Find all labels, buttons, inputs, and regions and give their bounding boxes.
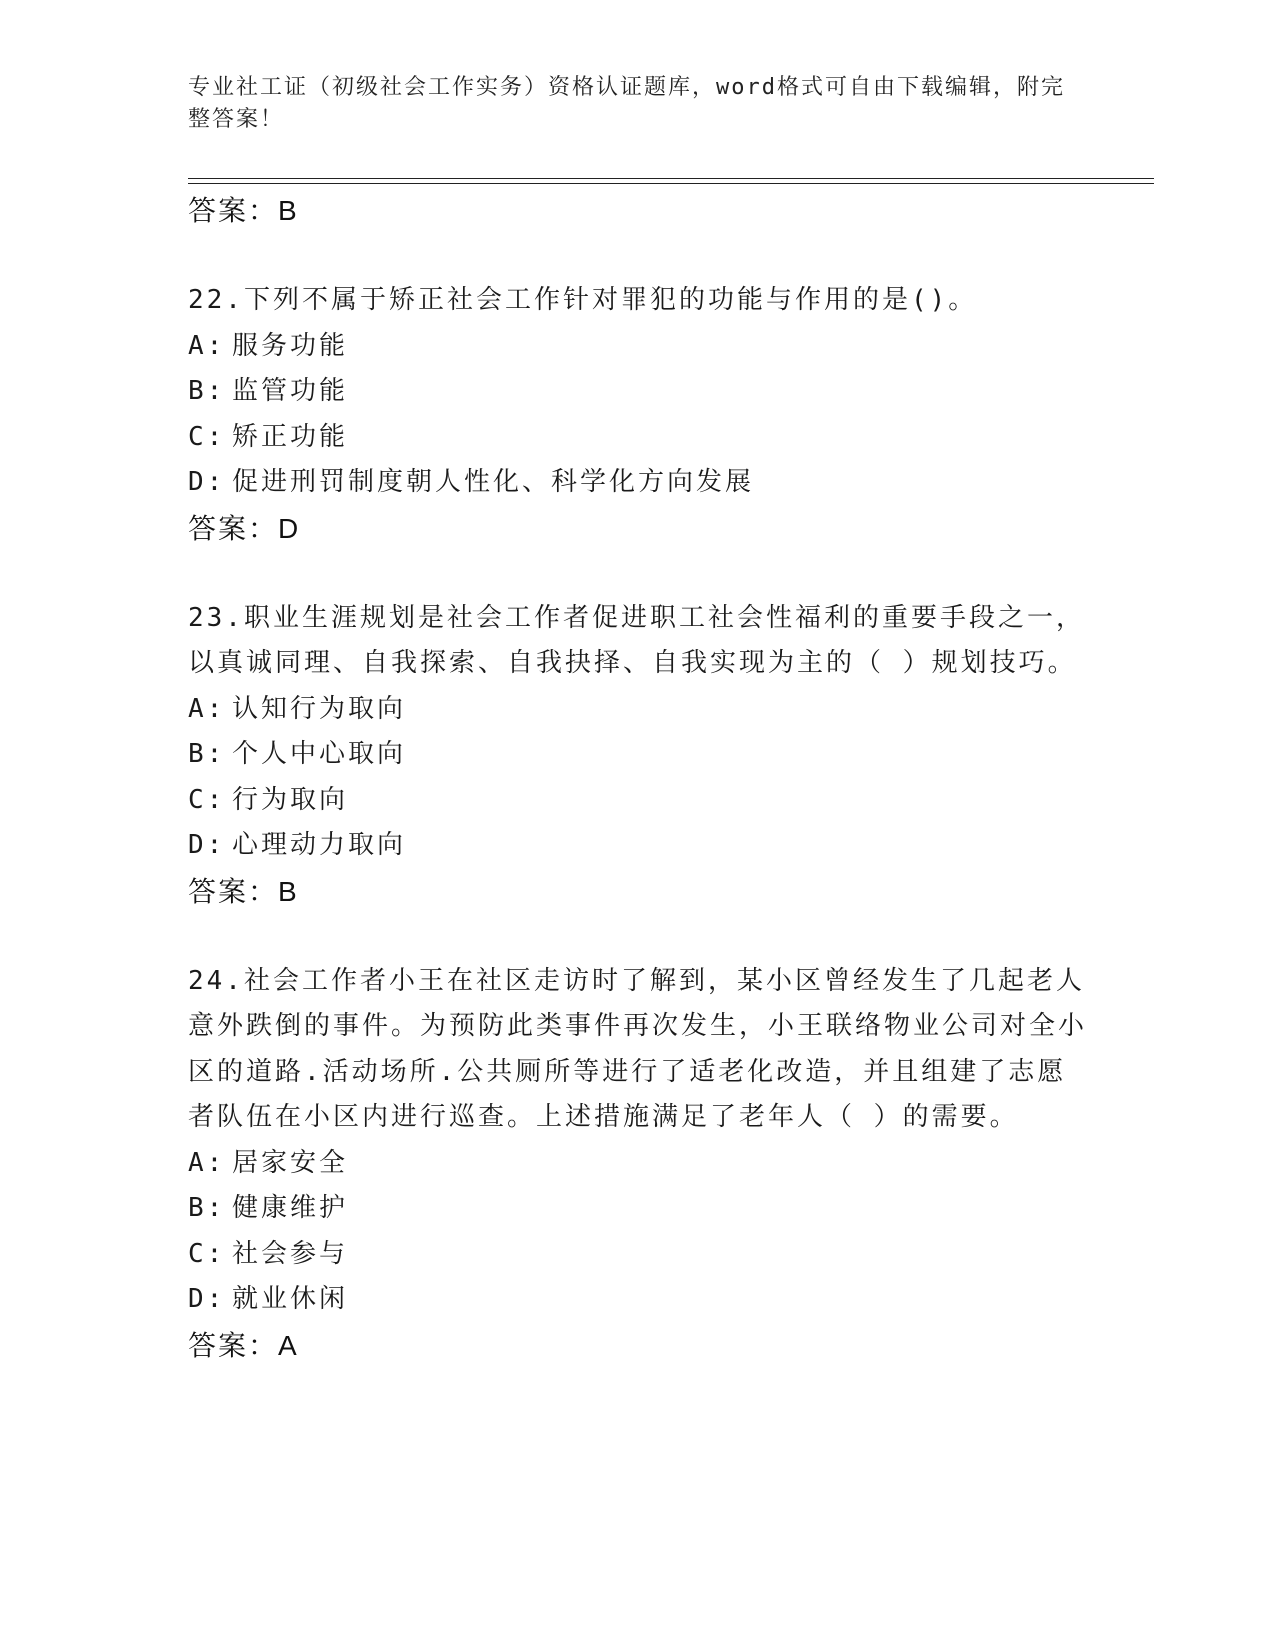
option-text: 社会参与 xyxy=(232,1238,349,1269)
option-letter: D: xyxy=(188,1284,226,1314)
option-b xyxy=(188,1186,1088,1232)
option-d xyxy=(188,460,1088,506)
answer-23: 答案：B xyxy=(188,875,299,907)
option-letter: C: xyxy=(188,1238,226,1269)
option-text: 行为取向 xyxy=(232,784,349,815)
option-letter: A: xyxy=(188,330,226,361)
option-c xyxy=(188,1232,1088,1278)
option-text: 认知行为取向 xyxy=(232,693,407,724)
question-23 xyxy=(188,596,1088,915)
question-text: 23.职业生涯规划是社会工作者促进职工社会性福利的重要手段之一，以真诚同理、自我探索、自我抉择、自我实现为主的（ ）规划技巧。 xyxy=(188,602,1085,678)
question-list xyxy=(188,188,1088,1369)
option-letter: A: xyxy=(188,693,226,724)
option-b xyxy=(188,369,1088,415)
option-a xyxy=(188,1141,1088,1187)
option-letter: B: xyxy=(188,376,226,406)
option-text: 促进刑罚制度朝人性化、科学化方向发展 xyxy=(232,467,755,497)
option-d xyxy=(188,823,1088,869)
question-text: 22.下列不属于矫正社会工作针对罪犯的功能与作用的是()。 xyxy=(188,285,978,315)
option-letter: C: xyxy=(188,784,226,815)
option-letter: D: xyxy=(188,467,226,497)
option-text: 矫正功能 xyxy=(232,421,349,452)
question-text: 24.社会工作者小王在社区走访时了解到，某小区曾经发生了几起老人意外跌倒的事件。为预防此类事件再次发生，小王联络物业公司对全小区的道路.活动场所.公共厕所等进行了适老化改造，并且组建了志愿者队伍在小区内进行巡查。上述措施满足了老年人（ ）的需要。 xyxy=(188,965,1088,1132)
option-text: 监管功能 xyxy=(232,376,349,406)
header-rule-top xyxy=(188,178,1154,179)
option-letter: C: xyxy=(188,421,226,452)
option-text: 心理动力取向 xyxy=(232,830,407,860)
option-text: 健康维护 xyxy=(232,1193,349,1223)
option-letter: D: xyxy=(188,830,226,860)
option-text: 居家安全 xyxy=(232,1147,349,1178)
previous-answer: 答案：B xyxy=(188,195,299,226)
question-22 xyxy=(188,278,1088,552)
option-b xyxy=(188,732,1088,778)
option-a xyxy=(188,687,1088,733)
option-letter: B: xyxy=(188,1193,226,1223)
page-header: 专业社工证（初级社会工作实务）资格认证题库，word格式可自由下载编辑，附完整答案！ xyxy=(188,75,1065,132)
option-text: 服务功能 xyxy=(232,330,349,361)
option-text: 就业休闲 xyxy=(232,1284,349,1314)
question-24 xyxy=(188,959,1088,1369)
header-rule-bottom xyxy=(188,183,1154,184)
answer-22: 答案：D xyxy=(188,512,301,544)
option-d xyxy=(188,1277,1088,1323)
option-letter: A: xyxy=(188,1147,226,1178)
answer-24: 答案：A xyxy=(188,1329,299,1361)
option-a xyxy=(188,324,1088,370)
option-letter: B: xyxy=(188,739,226,769)
option-c xyxy=(188,778,1088,824)
option-text: 个人中心取向 xyxy=(232,739,407,769)
option-c xyxy=(188,415,1088,461)
